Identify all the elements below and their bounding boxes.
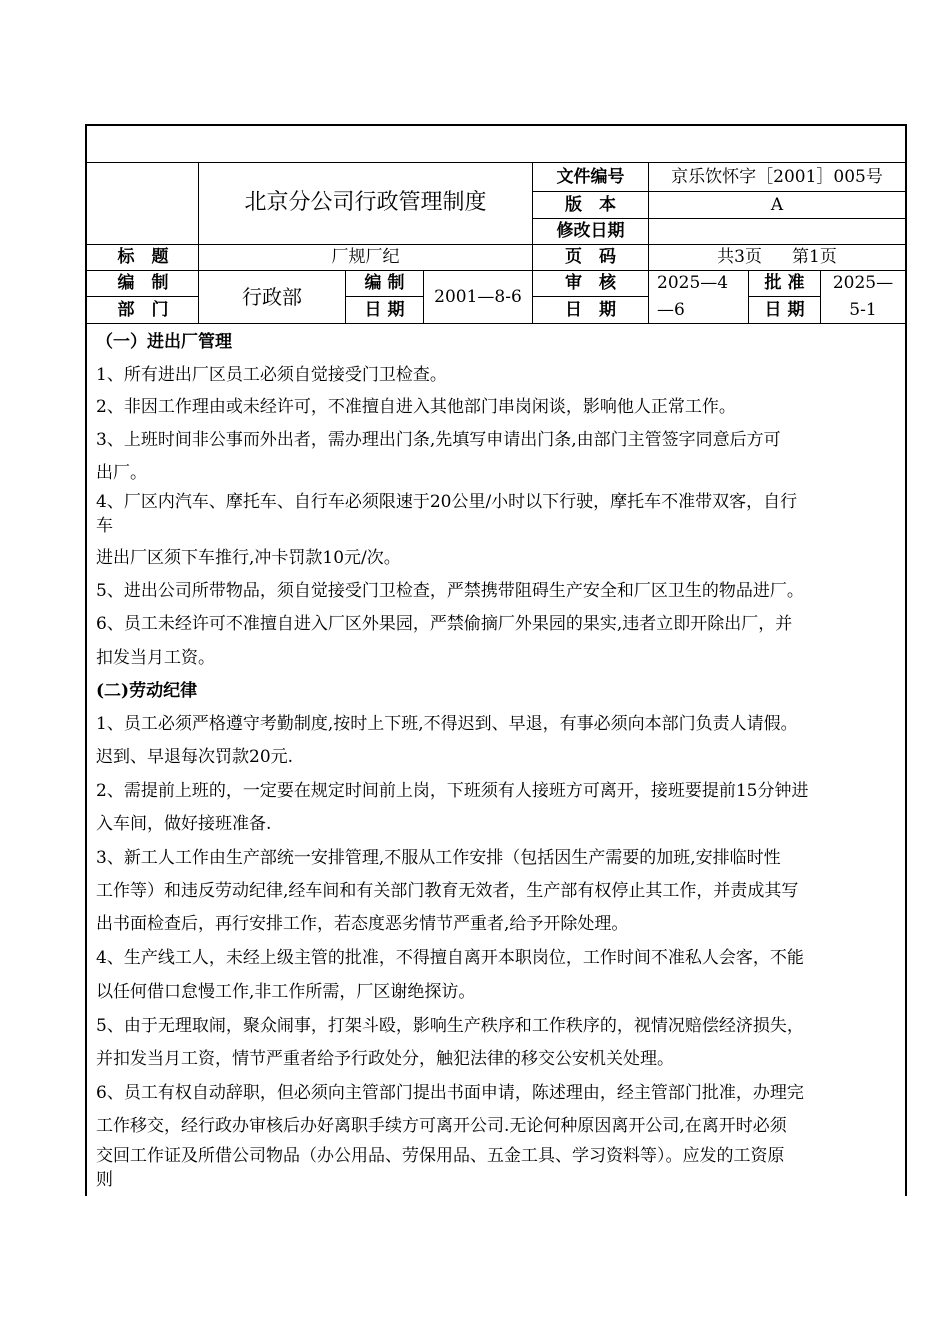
- paragraph-line: 工作移交，经行政办审核后办好离职手续方可离开公司.无论何种原因离开公司,在离开时必须: [96, 1116, 787, 1136]
- paragraph-line: 6、员工未经许可不准擅自进入厂区外果园，严禁偷摘厂外果园的果实,违者立即开除出厂，并: [96, 614, 793, 634]
- paragraph-line: 交回工作证及所借公司物品（办公用品、劳保用品、五金工具、学习资料等）。应发的工资原: [96, 1146, 785, 1166]
- prep-date-value: 2001—8-6: [434, 286, 522, 307]
- prep-date-label-2: 日 期: [364, 299, 405, 320]
- subject-label: 标 题: [117, 247, 169, 268]
- section-heading: （一）进出厂管理: [96, 332, 232, 352]
- doc-no-label: 文件编号: [556, 166, 625, 187]
- paragraph-line: 迟到、早退每次罚款20元.: [96, 747, 294, 767]
- paragraph-line: 车: [96, 516, 113, 536]
- paragraph-line: 3、上班时间非公事而外出者，需办理出门条,先填写申请出门条,由部门主管签字同意后方可: [96, 430, 781, 450]
- company-title: 北京分公司行政管理制度: [244, 190, 487, 216]
- paragraph-line: 6、员工有权自动辞职，但必须向主管部门提出书面申请，陈述理由，经主管部门批准，办理完: [96, 1083, 804, 1103]
- revision-date-label: 修改日期: [556, 221, 625, 242]
- paragraph-line: 2、需提前上班的，一定要在规定时间前上岗，下班须有人接班方可离开，接班要提前15分钟进: [96, 781, 809, 801]
- paragraph-line: 2、非因工作理由或未经许可，不准擅自进入其他部门串岗闲谈，影响他人正常工作。: [96, 397, 736, 417]
- paragraph-line: 进出厂区须下车推行,冲卡罚款10元/次。: [96, 548, 401, 568]
- table-rule: [87, 323, 905, 324]
- page-number: [649, 245, 905, 270]
- paragraph-line: 工作等）和违反劳动纪律,经车间和有关部门教育无效者，生产部有权停止其工作，并责成其写: [96, 881, 799, 901]
- paragraph-line: 1、员工必须严格遵守考勤制度,按时上下班,不得迟到、早退，有事必须向本部门负责人请假。: [96, 714, 798, 734]
- dept-value: 行政部: [242, 285, 302, 309]
- page-total: 共3页: [717, 247, 762, 268]
- paragraph-line: 并扣发当月工资，情节严重者给予行政处分，触犯法律的移交公安机关处理。: [96, 1049, 674, 1069]
- paragraph-line: 1、所有进出厂区员工必须自觉接受门卫检查。: [96, 365, 447, 385]
- approve-value-1: 2025—: [832, 273, 894, 294]
- paragraph-line: 扣发当月工资。: [96, 648, 215, 668]
- prep-date-label-1: 编 制: [364, 273, 405, 294]
- dept-label-2: 部 门: [117, 299, 169, 320]
- revision-date-value: [649, 219, 905, 244]
- approve-label-2: 日 期: [764, 299, 805, 320]
- page-label: 页 码: [565, 247, 616, 268]
- section-heading: (二)劳动纪律: [96, 681, 198, 701]
- paragraph-line: 4、生产线工人，未经上级主管的批准，不得擅自离开本职岗位，工作时间不准私人会客，不能: [96, 948, 804, 968]
- paragraph-line: 出厂。: [96, 463, 147, 483]
- paragraph-line: 则: [96, 1170, 113, 1190]
- page-current: 第1页: [792, 247, 837, 268]
- paragraph-line: 4、厂区内汽车、摩托车、自行车必须限速于20公里/小时以下行驶，摩托车不准带双客，自行: [96, 492, 798, 512]
- approve-value-2: 5-1: [849, 299, 877, 320]
- doc-no-value: 京乐饮怀字［2001］005号: [671, 166, 883, 187]
- review-label-2: 日 期: [565, 299, 616, 320]
- review-label-1: 审 核: [565, 273, 616, 294]
- paragraph-line: 5、进出公司所带物品，须自觉接受门卫检查，严禁携带阻碍生产安全和厂区卫生的物品进厂。: [96, 581, 804, 601]
- dept-label-1: 编 制: [117, 273, 169, 294]
- paragraph-line: 5、由于无理取闹，聚众闹事，打架斗殴，影响生产秩序和工作秩序的，视情况赔偿经济损失，: [96, 1016, 804, 1036]
- version-value: A: [770, 194, 784, 215]
- review-value-1: 2025—4: [657, 273, 729, 294]
- approve-label-1: 批 准: [764, 273, 805, 294]
- paragraph-line: 以任何借口怠慢工作,非工作所需，厂区谢绝探访。: [96, 982, 476, 1002]
- review-value-2: —6: [657, 299, 685, 320]
- paragraph-line: 入车间，做好接班准备.: [96, 814, 272, 834]
- paragraph-line: 3、新工人工作由生产部统一安排管理,不服从工作安排（包括因生产需要的加班,安排临时性: [96, 848, 781, 868]
- subject-value: 厂规厂纪: [331, 247, 400, 268]
- paragraph-line: 出书面检查后，再行安排工作，若态度恶劣情节严重者,给予开除处理。: [96, 914, 629, 934]
- version-label: 版 本: [565, 194, 616, 215]
